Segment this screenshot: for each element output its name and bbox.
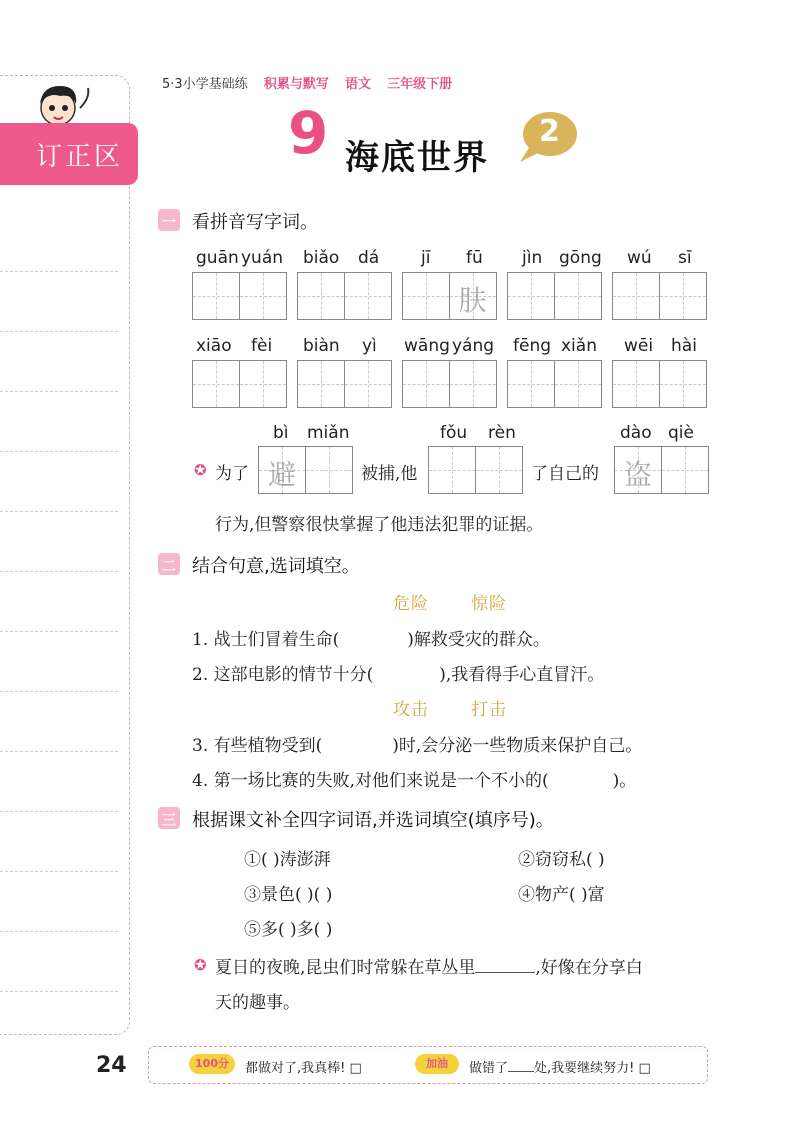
grade-label: 三年级下册 — [387, 77, 453, 92]
writing-cell[interactable] — [614, 446, 662, 494]
correction-label: 订正区 — [36, 142, 124, 172]
writing-box-group[interactable] — [612, 272, 705, 320]
writing-cell[interactable] — [344, 360, 392, 408]
writing-cell[interactable] — [612, 272, 660, 320]
sentence-text: 行为,但警察很快掌握了他违法犯罪的证据。 — [215, 515, 544, 535]
page-number: 24 — [96, 1053, 127, 1078]
sentence-text: 被捕,他 — [361, 464, 418, 484]
writing-cell[interactable] — [661, 446, 709, 494]
pinyin: gōng — [559, 248, 602, 268]
pinyin: jìn — [522, 248, 543, 268]
writing-box-group[interactable] — [297, 272, 390, 320]
pinyin: fū — [466, 248, 483, 268]
writing-cell[interactable] — [659, 272, 707, 320]
hint-char: 避 — [267, 458, 296, 491]
writing-cell[interactable] — [239, 360, 287, 408]
writing-box-group[interactable] — [402, 360, 495, 408]
pinyin: jī — [421, 248, 431, 268]
writing-cell[interactable] — [344, 272, 392, 320]
star-icon: ✪ — [194, 461, 207, 479]
pinyin: wāng — [404, 336, 450, 356]
self-check-text: 都做对了,我真棒! □ — [245, 1061, 362, 1076]
writing-cell[interactable] — [297, 360, 345, 408]
writing-box-group[interactable] — [297, 360, 390, 408]
writing-cell[interactable] — [507, 360, 555, 408]
hint-char: 盗 — [623, 458, 652, 491]
checkbox[interactable]: □ — [638, 1061, 651, 1076]
pinyin: yì — [362, 336, 377, 356]
hint-char: 肤 — [458, 284, 487, 317]
pinyin: biàn — [303, 336, 340, 356]
writing-cell[interactable] — [428, 446, 476, 494]
word-choice: 打击 — [471, 700, 507, 720]
writing-cell[interactable] — [507, 272, 555, 320]
writing-box-group[interactable] — [507, 272, 600, 320]
lesson-number: 9 — [288, 99, 329, 167]
word-choice: 攻击 — [393, 700, 429, 720]
question-3: 3. 有些植物受到( )时,会分泌一些物质来保护自己。 — [192, 736, 643, 756]
section1-title: 看拼音写字词。 — [192, 212, 318, 233]
writing-cell[interactable] — [192, 360, 240, 408]
checkbox[interactable]: □ — [349, 1061, 362, 1076]
subject-label: 语文 — [344, 77, 371, 92]
lesson-title: 海底世界 — [345, 138, 489, 178]
pinyin: qiè — [668, 423, 694, 443]
idiom-item: ⑤多( )多( ) — [244, 920, 333, 940]
writing-cell[interactable] — [402, 360, 450, 408]
writing-cell[interactable] — [239, 272, 287, 320]
writing-box-group[interactable] — [402, 272, 495, 320]
word-choice: 危险 — [393, 594, 429, 614]
part-number: 2 — [539, 114, 560, 149]
section2-icon: 二 — [158, 553, 180, 575]
pinyin: rèn — [488, 423, 516, 443]
writing-cell[interactable] — [402, 272, 450, 320]
idiom-item: ②窃窃私( ) — [518, 850, 605, 870]
pinyin: sī — [678, 248, 692, 268]
pinyin: fǒu — [440, 423, 468, 443]
pinyin: wú — [627, 248, 652, 268]
pinyin: guān — [196, 248, 239, 268]
writing-cell[interactable] — [659, 360, 707, 408]
writing-cell[interactable] — [475, 446, 523, 494]
pinyin: yáng — [452, 336, 495, 356]
fill-sentence: 夏日的夜晚,昆虫们时常躲在草丛里 ,好像在分享白 — [215, 958, 643, 978]
sentence-text: 了自己的 — [531, 464, 599, 484]
pinyin: miǎn — [307, 423, 350, 443]
pinyin: xiāo — [196, 336, 232, 356]
pinyin: dá — [358, 248, 380, 268]
pinyin: wēi — [624, 336, 654, 356]
writing-cell[interactable] — [612, 360, 660, 408]
idiom-item: ④物产( )富 — [518, 885, 605, 905]
idiom-item: ③景色( )( ) — [244, 885, 333, 905]
writing-cell[interactable] — [449, 272, 497, 320]
section2-title: 结合句意,选词填空。 — [192, 556, 360, 577]
writing-cell[interactable] — [449, 360, 497, 408]
self-check-bar — [148, 1046, 708, 1084]
pinyin: fèi — [251, 336, 273, 356]
writing-cell[interactable] — [297, 272, 345, 320]
pinyin: dào — [620, 423, 652, 443]
page-header — [162, 73, 452, 92]
idiom-item: ①( )涛澎湃 — [244, 850, 331, 870]
star-icon: ✪ — [194, 956, 207, 974]
pinyin: xiǎn — [561, 336, 597, 356]
question-1: 1. 战士们冒着生命( )解救受灾的群众。 — [192, 630, 550, 650]
writing-cell[interactable] — [554, 272, 602, 320]
writing-box-group[interactable] — [614, 446, 707, 494]
pinyin: yuán — [241, 248, 284, 268]
writing-box-group[interactable] — [192, 272, 285, 320]
word-choice: 惊险 — [471, 594, 507, 614]
answer-blank[interactable] — [475, 956, 535, 973]
writing-box-group[interactable] — [258, 446, 351, 494]
writing-cell[interactable] — [305, 446, 353, 494]
error-count-blank[interactable] — [508, 1059, 534, 1072]
writing-box-group[interactable] — [612, 360, 705, 408]
error-count-text: 做错了 处,我要继续努力! □ — [469, 1061, 651, 1076]
part-bubble — [512, 108, 580, 166]
question-2: 2. 这部电影的情节十分( ),我看得手心直冒汗。 — [192, 665, 605, 685]
writing-box-group[interactable] — [428, 446, 521, 494]
score-badge: 100分 — [189, 1054, 235, 1074]
question-4: 4. 第一场比赛的失败,对他们来说是一个不小的( )。 — [192, 771, 637, 791]
series-label: 积累与默写 — [263, 77, 329, 92]
pinyin: biǎo — [303, 248, 340, 268]
writing-box-group[interactable] — [507, 360, 600, 408]
cheer-badge: 加油 — [415, 1054, 459, 1074]
correction-panel — [0, 75, 130, 1035]
writing-cell[interactable] — [554, 360, 602, 408]
fill-sentence-cont: 天的趣事。 — [215, 993, 300, 1013]
section1-icon: 一 — [158, 209, 180, 231]
writing-cell[interactable] — [258, 446, 306, 494]
writing-box-group[interactable] — [192, 360, 285, 408]
pinyin: bì — [273, 423, 289, 443]
writing-cell[interactable] — [192, 272, 240, 320]
sentence-text: 为了 — [215, 464, 249, 484]
correction-tab — [0, 123, 138, 185]
pinyin: fēng — [513, 336, 552, 356]
section3-title: 根据课文补全四字词语,并选词填空(填序号)。 — [192, 810, 554, 831]
brand-label: 5·3小学基础练 — [162, 77, 248, 92]
section3-icon: 三 — [158, 807, 180, 829]
pinyin: hài — [671, 336, 697, 356]
